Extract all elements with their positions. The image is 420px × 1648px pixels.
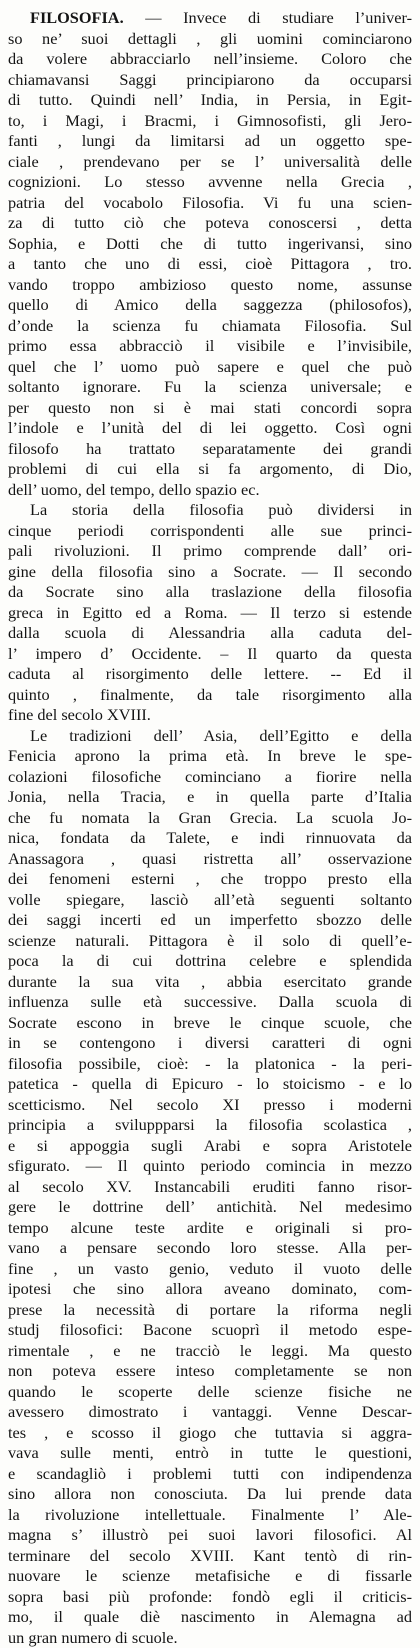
text-line: to, i Magi, i Bracmi, i Gimnosofisti, gli Jero- [8,110,412,130]
text-line: patria del vocabolo Filosofia. Vi fu una scien- [8,192,412,212]
text-line: gine della filosofia sino a Socrate. — Il secondo [8,561,412,581]
text-line: avessero dimostrato i vantaggi. Venne Descar- [8,1402,412,1421]
article-title: FILOSOFIA. [30,8,124,27]
text-line: d’onde la scienza fu chiamata Filosofia. Sul [8,315,412,335]
text-line: vava sulle menti, entrò in tutte le questioni, [8,1443,412,1462]
text-line: scetticismo. Nel secolo XI presso i moderni [8,1094,412,1114]
text-line-content: — Invece di studiare l’univer- [123,8,412,27]
text-line: cinque periodi corrispondenti alle sue princi- [8,520,412,540]
text-line: la rivoluzione intellettuale. Finalmente l’ Ale- [8,1504,412,1524]
text-line: za di tutto ciò che poteva conoscersi , detta [8,213,412,232]
text-line: fine del secolo XVIII. [8,705,151,724]
text-line: quello di Amico della saggezza (philosofos), [8,295,412,314]
text-line: primo essa abbracciò il visibile e l’invisibile, [8,336,412,355]
text-line: scienze naturali. Pittagora è il solo di quell’e- [8,930,412,950]
text-line: sopra basi più profonde: fondò egli il criticis- [8,1586,412,1606]
paragraph-history-periods [8,500,412,726]
paragraph-definition [8,8,412,500]
text-line: da volere abbracciarlo nell’insieme. Coloro che [8,49,412,68]
text-line: Sophia, e Dotti che di tutto ingerivansi, sino [8,233,412,253]
text-line: gere le dottrine dell’ antichità. Nel medesimo [8,1197,412,1216]
text-line: magna s’ illustrò pei suoi lavori filosofici. Al [8,1525,412,1544]
text-line: chiamavansi Saggi principiarono da occuparsi [8,69,412,89]
paragraph-text [8,8,412,500]
text-line: soltanto ignorare. Fu la scienza universale; e [8,377,412,396]
text-line: ciale , prendevano per se l’ universalità delle [8,151,412,171]
text-line: principia a sviluppparsi la filosofia scolastica , [8,1115,412,1134]
text-line: durante la sua vita , abbia esercitato grande [8,971,412,991]
text-line: studj filosofici: Bacone scuoprì il metodo espe- [8,1320,412,1339]
text-line: quel che l’ uomo può sapere e quel che può [8,356,412,376]
text-line: quinto , finalmente, da tale risorgimento alla [8,684,412,704]
text-line: l’indole e l’unità del di lei oggetto. Così ogni [8,418,412,437]
text-line: tempo alcune teste ardite e originali si pro- [8,1217,412,1237]
text-line: colazioni filosofiche cominciano a fiorire nella [8,766,412,786]
text-line: in se contengono i diversi caratteri di ogni [8,1033,412,1052]
text-line: tes , e scosso il giogo che tuttavia si aggra- [8,1422,412,1442]
text-line: vando troppo ambizioso questo nome, assunse [8,274,412,294]
text-line: Jonia, nella Tracia, e in quella parte d’Italia [8,787,412,806]
text-line: e scandagliò i problemi tutti con indipendenza [8,1463,412,1483]
text-line: Fenicia aprono la prima età. In breve le spe- [8,746,412,765]
text-line: volle spiegare, lasciò all’età seguenti soltanto [8,889,412,909]
text-line: al secolo XV. Instancabili eruditi fanno risor- [8,1176,412,1196]
text-line: sfigurato. — Il quinto periodo comincia in mezzo [8,1156,412,1175]
paragraph-text [8,500,412,726]
text-line: vano a pensare secondo loro stesse. Alla per- [8,1238,412,1257]
text-line: filosofia possibile, cioè: - la platonica - la peri- [8,1053,412,1073]
paragraph-traditions [8,726,412,1648]
text-line: per questo non si è mai stati concordi sopra [8,397,412,417]
text-line: fanti , lungi da limitarsi ad un oggetto spe- [8,131,412,150]
text-line [8,8,412,29]
text-line: dei fenomeni esterni , che troppo presto ella [8,869,412,888]
text-line: e si appoggia sugli Arabi e sopra Aristotele [8,1135,412,1155]
text-line: greca in Egitto ed a Roma. — Il terzo si estende [8,602,412,622]
text-line: Le tradizioni dell’ Asia, dell’Egitto e della [30,725,412,745]
text-line: nica, fondata da Talete, e indi rinnuovata da [8,828,412,847]
text-line: cognizioni. Lo stesso avvenne nella Grecia , [8,172,412,191]
text-line: dalla scuola di Alessandria alla caduta del- [8,623,412,642]
text-line: caduta al risorgimento delle lettere. -- Ed il [8,664,412,683]
text-line: poca la di cui dottrina celebre e splendida [8,951,412,970]
text-line: filosofo ha trattato separatamente dei grandi [8,438,412,458]
text-line: influenza sulle età successive. Dalla scuola di [8,992,412,1011]
text-line: a tanto che uno di essi, cioè Pittagora , tro. [8,254,412,273]
text-line: ipotesi che sino allora aveano dominato, com- [8,1279,412,1298]
text-line: prese la necessità di portare la riforma negli [8,1299,412,1319]
text-line: so ne’ suoi dettagli , gli uomini cominciarono [8,28,412,48]
text-line: da Socrate sino alla traslazione della filosofia [8,582,412,601]
text-line: non poteva essere inteso completamente se non [8,1361,412,1380]
text-line: sino allora non conosciuta. Da lui prende data [8,1484,412,1503]
text-line: La storia della filosofia può dividersi in [30,500,412,519]
text-line: di tutto. Quindi nell’ India, in Persia, in Egit- [8,90,412,109]
text-line: che fu nomata la Gran Grecia. La scuola Jo- [8,807,412,827]
text-line: dei saggi incerti ed un imperfetto sbozzo delle [8,910,412,929]
text-line: Anassagora , quasi ristretta all’ osservazione [8,848,412,868]
text-line: nuovare le scienze metafisiche e di fissarle [8,1566,412,1585]
text-line: mo, il quale diè nascimento in Alemagna ad [8,1607,412,1626]
text-line: pali rivoluzioni. Il primo comprende dall’ ori- [8,541,412,560]
text-line: fine , un vasto genio, veduto il vuoto delle [8,1258,412,1278]
text-line: quando le scoperte delle scienze fisiche ne [8,1381,412,1401]
text-line: dell’ uomo, del tempo, dello spazio ec. [8,479,260,499]
text-line: l’ impero d’ Occidente. – Il quarto da questa [8,643,412,663]
text-line: patetica - quella di Epicuro - lo stoicismo - e lo [8,1074,412,1093]
text-line: terminare del secolo XVIII. Kant tentò di rin- [8,1545,412,1565]
text-line: Socrate escono in breve le cinque scuole, che [8,1012,412,1032]
paragraph-text [8,726,412,1648]
text-line: problemi di cui ella si fa argomento, di Dio, [8,459,412,478]
text-line: un gran numero di scuole. [8,1627,178,1647]
text-line: rimentale , e ne tracciò le leggi. Ma questo [8,1340,412,1360]
